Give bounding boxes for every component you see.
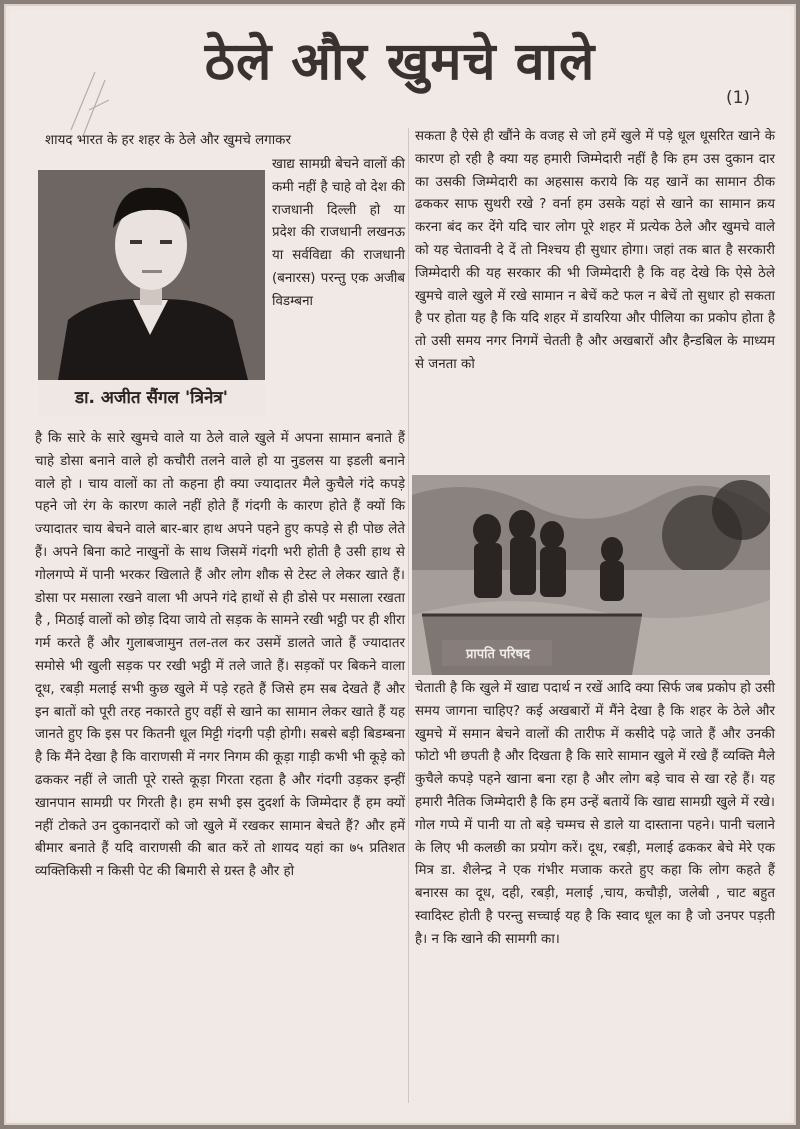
left-column-body: है कि सारे के सारे खुमचे वाले या ठेले वाले खुले में अपना सामान बनाते हैं चाहे डोसा बनाने वाले हो कचौरी तलने वाले हो या नुडलस या इडली बनाने वाले हो । चाय वालों का तो कहना ही क्या ज्यादातर मैले कुचैले गंदे कपड़े पहने जो रंग के कारण काले नहीं होते हैं गंदगी के कारण होते हैं क्यों कि ज्यादातर चाय बेचने वाले बार-बार हाथ अपने पहने हुए कपड़े से ही पोछ लेते हैं। अपने बिना काटे नाखुनों के साथ जिसमें गंदगी भरी होती है उसी हाथ से गोलगप्पे में पानी भरकर खिलाते हैं और लोग शौक से टेस्ट ले लेकर खाते हैं। डोसा पर मसाला रखने वाला भी अपने गंदे हाथों से ही डोसे पर मसाला रखता है , मिठाई वालों को छोड़ दिया जाये तो सड़क के सामने रखी भट्ठी पर ही शीरा गर्म करते हैं और गुलाबजामुन तल-तल कर उसमें डालते जाते हैं ज्यादातर समोसे भी खुली सड़क पर रखी भट्ठी में तले जाते हैं। सड़कों पर बिकने वाला दूध, रबड़ी मलाई सभी कुछ खुले में पड़े रहते हैं जिसे हम सब देखते हैं और इन बातों को पूरी तरह नकारते हुए वहीं से खाने का सामान लेकर खाते हैं यह जानते हुए कि इस पर कितनी धूल मिट्टी गंदगी पड़ी होगी। सबसे बड़ी बिडम्बना है कि मैंने देखा है कि वाराणसी में नगर निगम की कूड़ा गाड़ी कभी भी कूड़े को ढककर नहीं ले जाती पूरे रास्ते कूड़ा गिरता रहता है और गंदगी उड़कर इन्हीं खानपान सामग्री पर गिरती है। हम सभी इस दुदर्शा के जिम्मेदार हैं हम क्यों नहीं टोकते उन दुकानदारों को जो खुले में रखकर सामान बेचते हैं? और हमें बीमार बनाते हैं यदि वाराणसी की बात करें तो शायद यहां का ७५ प्रतिशत व्यक्तिकिसी न किसी पेट की बिमारी से ग्रस्त है और हो bbox=[35, 431, 405, 880]
author-caption: डा. अजीत सैंगल 'त्रिनेत्र' bbox=[38, 380, 265, 416]
right-column-top: सकता है ऐसे ही खौंने के वजह से जो हमें खुले में पड़े धूल धूसरित खाने के कारण हो रही है क्या यह हमारी जिम्मेदारी नहीं है कि हम उस दुकान दार का उसकी जिम्मेदारी का अहसास कराये कि यह खानें का सामान ठीक ढककर साफ सुथरी रखे ? वर्ना हम उसके यहां से खाने का सामान क्रय करना बंद कर देंगे यदि चार लोग पूरे शहर में प्रत्येक ठेले और खुमचे वाले को यह चेतावनी दे दें तो निश्चय ही सुधार होगा। जहां तक बात है सरकारी जिम्मेदारी की यह सरकार की भी जिम्मेदारी है कि वह देखे कि ऐसे ठेले खुमचे वाले खुले में रखे सामान न बेचें कटे फल न बेचें तो सुधार हो सकता है पर होता यह है कि यदि शहर में डायरिया और पीलिया का प्रकोप होता है तो उसी समय नगर निगमें चेतती है और अखबारों और हैन्डबिल के माध्यम से जनता को bbox=[415, 129, 775, 372]
part-number: (1) bbox=[726, 88, 751, 108]
intro-wrap-text: खाद्य सामग्री बेचने वालों की कमी नहीं है चाहे वो देश की राजधानी दिल्ली हो या प्रदेश की राजधानी लखनऊ या सर्वविद्या की राजधानी (बनारस) परन्तु एक अजीब विडम्बना bbox=[272, 157, 405, 309]
article-headline: ठेले और खुमचे वाले bbox=[204, 32, 596, 92]
column-divider bbox=[408, 128, 409, 1103]
right-column-bottom: चेताती है कि खुले में खाद्य पदार्थ न रखें आदि क्या सिर्फ जब प्रकोप हो उसी समय जागना चाहिए? कई अखबारों में मैंने देखा है कि शहर के ठेले और खुमचे में समान बेचने वालों की तारीफ में कसीदे पढ़े जाते हैं और उनकी फोटो भी छपती है और दिखता है कि सारे सामान खुले में रखे हैं व्यक्ति मैले कुचैले कपड़े पहने खाना बना रहा है और लोग बड़े चाव से खा रहे हैं। यह हमारी नैतिक जिम्मेदारी है कि हम उन्हें बतायें कि खाद्य सामग्री खुले में रखे। गोल गप्पे में पानी या तो बड़े चम्मच से डाले या दास्ताना पहने। पानी चलाने के लिए भी कलछी का प्रयोग करें। दूध, रबड़ी, मलाई ढककर बेचे मेरे एक मित्र डा. शैलेन्द्र ने एक गंभीर मजाक करते हुए कहा कि लोग कहते हैं बनारस का दूध, दही, रबड़ी, मलाई ,चाय, कचौड़ी, जलेबी , चाट बहुत स्वादिस्ट होती है परन्तु सच्चाई यह है कि स्वाद धूल का है जो उनपर पड़ती है। न कि खाने की सामगी का। bbox=[415, 681, 775, 947]
author-photo bbox=[38, 170, 265, 380]
intro-first-line: शायद भारत के हर शहर के ठेले और खुमचे लगाकर bbox=[45, 133, 291, 148]
street-vendor-photo bbox=[412, 475, 770, 675]
street-photo-sign-text: प्रापति परिषद bbox=[466, 647, 530, 662]
newspaper-clipping bbox=[10, 10, 790, 1119]
